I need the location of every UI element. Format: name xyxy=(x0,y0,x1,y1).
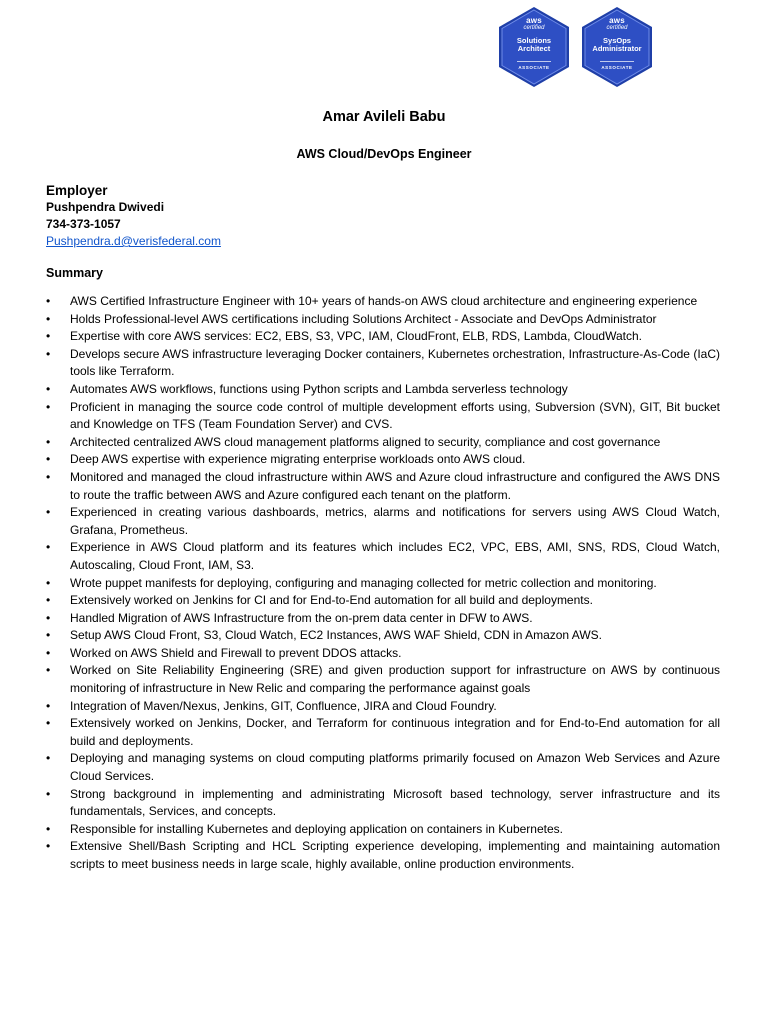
list-item-text: Holds Professional-level AWS certifications including Solutions Architect - Associate and DevOps Administrator xyxy=(70,311,657,326)
bullet-icon: • xyxy=(46,505,51,520)
list-item xyxy=(46,469,720,504)
list-item-text: Extensive Shell/Bash Scripting and HCL Scripting experience developing, implementing and maintaining automation scripts to meet business needs in large scale, highly available, online production environments. xyxy=(70,839,720,871)
bullet-icon: • xyxy=(46,786,51,801)
badge-divider xyxy=(517,61,551,62)
list-item-text: Responsible for installing Kubernetes and deploying application on containers in Kubernetes. xyxy=(70,821,563,836)
list-item-text: Extensively worked on Jenkins for CI and for End-to-End automation for all build and deployments. xyxy=(70,593,593,608)
bullet-icon: • xyxy=(46,751,51,766)
badge-role-line2: Architect xyxy=(517,44,551,53)
bullet-icon: • xyxy=(46,593,51,608)
list-item-text: Proficient in managing the source code control of multiple development efforts using, Subversion (SVN), GIT, Bit bucket and Knowledge on TFS (Team Foundation Server) and CVS. xyxy=(70,399,720,432)
list-item xyxy=(46,381,720,399)
badge-level: ASSOCIATE xyxy=(601,65,633,70)
badge-role-line1: Solutions xyxy=(516,36,552,45)
badge-brand: aws xyxy=(609,16,625,25)
list-item xyxy=(46,645,720,663)
bullet-icon: • xyxy=(46,698,51,713)
summary-heading: Summary xyxy=(46,266,103,280)
list-item-text: Experienced in creating various dashboards, metrics, alarms and notifications for servers using AWS Cloud Watch, Grafana, Prometheus. xyxy=(70,505,720,537)
list-item xyxy=(46,750,720,785)
summary-list xyxy=(46,293,720,874)
list-item xyxy=(46,698,720,716)
badge-role-line2: Administrator xyxy=(592,44,642,53)
employer-heading: Employer xyxy=(46,183,108,198)
list-item xyxy=(46,786,720,821)
badge-divider xyxy=(600,61,634,62)
bullet-icon: • xyxy=(46,716,51,731)
list-item xyxy=(46,451,720,469)
employer-email-link[interactable]: Pushpendra.d@verisfederal.com xyxy=(46,234,221,248)
list-item xyxy=(46,539,720,574)
list-item-text: AWS Certified Infrastructure Engineer with 10+ years of hands-on AWS cloud architecture and engineering experience xyxy=(70,294,698,308)
list-item xyxy=(46,715,720,750)
list-item-text: Architected centralized AWS cloud management platforms aligned to security, compliance and cost governance xyxy=(70,434,661,449)
list-item-text: Integration of Maven/Nexus, Jenkins, GIT, Confluence, JIRA and Cloud Foundry. xyxy=(70,698,497,713)
list-item-text: Deploying and managing systems on cloud computing platforms primarily focused on Amazon Web Services and Azure Cloud Services. xyxy=(70,751,720,784)
bullet-icon: • xyxy=(46,294,51,308)
bullet-icon: • xyxy=(46,575,51,590)
list-item-text: Worked on AWS Shield and Firewall to prevent DDOS attacks. xyxy=(70,645,402,660)
bullet-icon: • xyxy=(46,346,51,361)
certification-badges xyxy=(497,6,657,88)
list-item-text: Develops secure AWS infrastructure leveraging Docker containers, Kubernetes orchestration, Infrastructure-As-Code (IaC) tools like Terraform. xyxy=(70,346,720,379)
list-item xyxy=(46,504,720,539)
bullet-icon: • xyxy=(46,452,51,467)
bullet-icon: • xyxy=(46,469,51,484)
bullet-icon: • xyxy=(46,645,51,660)
bullet-icon: • xyxy=(46,628,51,643)
badge-brand: aws xyxy=(526,16,542,25)
employer-section xyxy=(46,182,221,250)
employer-contact-name: Pushpendra Dwivedi xyxy=(46,200,165,214)
badge-solutions-architect xyxy=(497,6,571,88)
bullet-icon: • xyxy=(46,610,51,625)
list-item-text: Handled Migration of AWS Infrastructure from the on-prem data center in DFW to AWS. xyxy=(70,610,533,625)
list-item xyxy=(46,328,720,346)
list-item xyxy=(46,399,720,434)
list-item-text: Experience in AWS Cloud platform and its features which includes EC2, VPC, EBS, AMI, SNS, RDS, Cloud Watch, Autoscaling, Cloud Front, IAM, S3. xyxy=(70,540,720,572)
list-item xyxy=(46,575,720,593)
list-item-text: Deep AWS expertise with experience migrating enterprise workloads onto AWS cloud. xyxy=(70,452,526,467)
bullet-icon: • xyxy=(46,311,51,326)
list-item-text: Worked on Site Reliability Engineering (SRE) and given production support for infrastructure on AWS by continuous monitoring of infrastructure in New Relic and comparing the performance against goals xyxy=(70,663,720,696)
bullet-icon: • xyxy=(46,381,51,396)
list-item-text: Monitored and managed the cloud infrastructure within AWS and Azure cloud infrastructure and configured the AWS DNS to route the traffic between AWS and Azure configured each tenant on the platform. xyxy=(70,469,720,502)
list-item xyxy=(46,346,720,381)
badge-role xyxy=(497,37,571,53)
bullet-icon: • xyxy=(46,540,51,555)
badge-role-line1: SysOps xyxy=(603,36,631,45)
list-item xyxy=(46,293,720,311)
list-item xyxy=(46,434,720,452)
badge-certified: certified xyxy=(606,25,628,31)
list-item-text: Expertise with core AWS services: EC2, EBS, S3, VPC, IAM, CloudFront, ELB, RDS, Lambda, CloudWatch. xyxy=(70,329,642,344)
candidate-name: Amar Avileli Babu xyxy=(322,109,446,125)
bullet-icon: • xyxy=(46,821,51,836)
list-item xyxy=(46,610,720,628)
bullet-icon: • xyxy=(46,399,51,414)
employer-phone: 734-373-1057 xyxy=(46,216,121,231)
list-item-text: Wrote puppet manifests for deploying, configuring and managing collected for metric collection and monitoring. xyxy=(70,575,657,590)
bullet-icon: • xyxy=(46,663,51,678)
list-item xyxy=(46,311,720,329)
bullet-icon: • xyxy=(46,839,51,854)
list-item xyxy=(46,838,720,873)
job-title: AWS Cloud/DevOps Engineer xyxy=(296,147,472,161)
bullet-icon: • xyxy=(46,434,51,449)
list-item-text: Automates AWS workflows, functions using Python scripts and Lambda serverless technology xyxy=(70,381,568,396)
list-item-text: Extensively worked on Jenkins, Docker, and Terraform for continuous integration and for End-to-End automation for all build and deployments. xyxy=(70,716,720,748)
list-item-text: Strong background in implementing and administrating Microsoft based technology, server infrastructure and its fundamentals, Services, and concepts. xyxy=(70,786,720,819)
badge-role xyxy=(580,37,654,53)
badge-sysops-administrator xyxy=(580,6,654,88)
badge-level: ASSOCIATE xyxy=(518,65,550,70)
list-item xyxy=(46,662,720,697)
list-item xyxy=(46,821,720,839)
bullet-icon: • xyxy=(46,329,51,344)
list-item xyxy=(46,592,720,610)
list-item xyxy=(46,627,720,645)
list-item-text: Setup AWS Cloud Front, S3, Cloud Watch, EC2 Instances, AWS WAF Shield, CDN in Amazon AWS. xyxy=(70,628,602,643)
badge-certified: certified xyxy=(523,25,545,31)
